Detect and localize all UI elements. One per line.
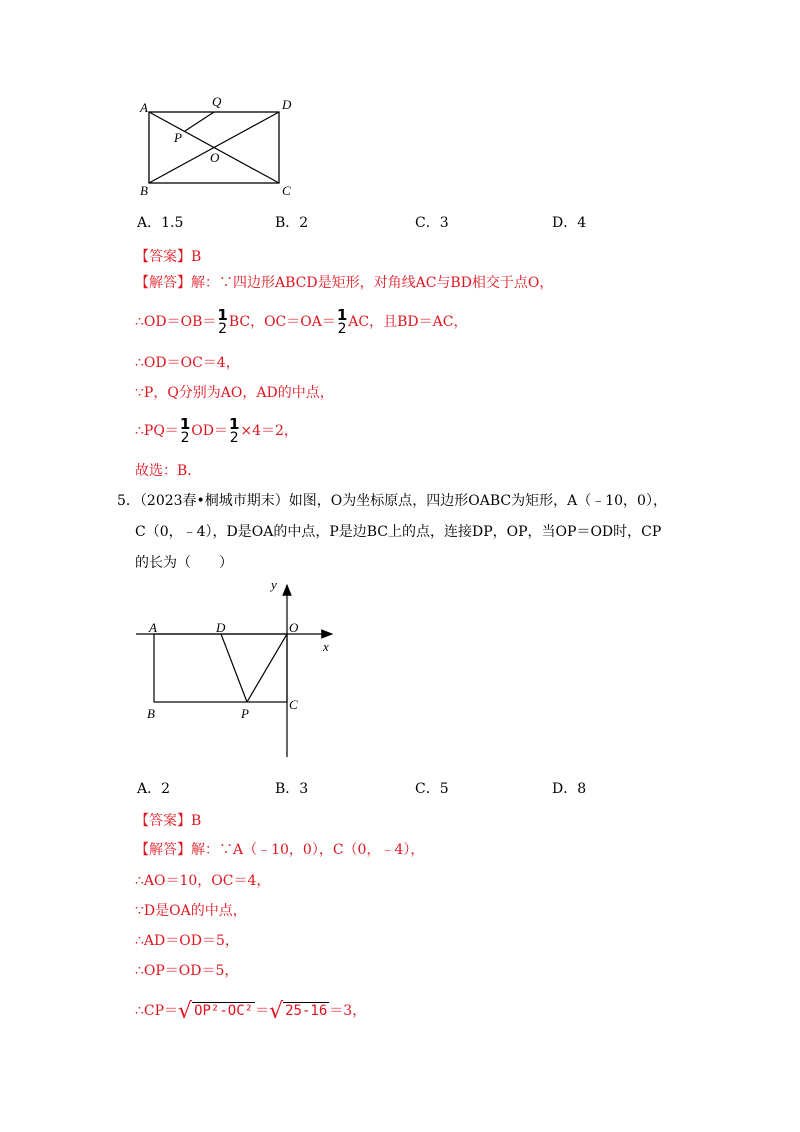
label-b: B xyxy=(147,706,155,721)
sqrt-radicand-2: 25-16 xyxy=(285,1003,328,1019)
label-y: y xyxy=(271,577,277,592)
frac-num: 1 xyxy=(217,306,228,324)
q5-solution-line-3: ∵D是OA的中点， xyxy=(135,903,247,919)
q5-solution-line-2: ∴AO＝10，OC＝4， xyxy=(135,873,271,889)
q5-stem-line-3: 的长为（ ） xyxy=(135,555,233,571)
segment-pq xyxy=(185,112,214,131)
sqrt-expression-2 xyxy=(269,999,329,1024)
label-q: Q xyxy=(212,94,222,109)
label-a: A xyxy=(149,620,157,635)
q5-jieda-label: 【解答】 xyxy=(135,842,191,858)
q5-option-d: D．8 xyxy=(552,781,587,797)
frac-den: 2 xyxy=(229,430,239,446)
q5-line6-b: ＝ xyxy=(255,1003,270,1019)
label-p: P xyxy=(241,706,249,721)
q4-option-a: A．1.5 xyxy=(137,215,184,231)
fraction-half xyxy=(229,417,239,445)
q4-answer: 【答案】B xyxy=(135,249,202,265)
coordinate-figure xyxy=(130,575,360,765)
fraction-half xyxy=(217,308,227,336)
rectangle-figure xyxy=(130,90,300,200)
q5-solution-line-1 xyxy=(135,840,424,860)
q4-line5-b: OD＝ xyxy=(191,423,228,439)
q4-option-d: D．4 xyxy=(552,215,587,231)
frac-den: 2 xyxy=(337,321,347,337)
q4-solution-line-3: ∴OD＝OC＝4， xyxy=(135,355,240,371)
q4-option-c: C．3 xyxy=(415,215,449,231)
label-x: x xyxy=(323,639,329,654)
q5-line1-text: 解：∵A（﹣10，0），C（0，﹣4）， xyxy=(191,842,425,858)
q4-solution-line-2 xyxy=(135,301,467,343)
label-d: D xyxy=(216,620,226,635)
q5-option-c: C．5 xyxy=(415,781,449,797)
segment-dp xyxy=(221,634,247,702)
label-o: O xyxy=(210,150,220,165)
q5-option-a: A．2 xyxy=(137,781,171,797)
q5-stem-line-2: C（0，﹣4），D是OA的中点，P是边BC上的点，连接DP，OP，当OP＝OD时，CP xyxy=(135,524,662,540)
fraction-half xyxy=(337,308,347,336)
q4-line2-b: BC，OC＝OA＝ xyxy=(228,314,336,330)
q4-line2-c: AC，且BD＝AC， xyxy=(348,314,468,330)
q4-option-b: B．2 xyxy=(275,215,309,231)
label-b: B xyxy=(140,183,148,198)
label-d: D xyxy=(282,97,292,112)
frac-num: 1 xyxy=(228,415,240,433)
fraction-half xyxy=(180,417,190,445)
q4-solution-line-5 xyxy=(135,410,298,452)
label-a: A xyxy=(140,100,148,115)
q4-line5-c: ×4＝2， xyxy=(240,423,298,439)
q4-solution-line-4: ∵P，Q分别为AO，AD的中点， xyxy=(135,385,334,401)
q5-option-b: B．3 xyxy=(275,781,309,797)
q4-jieda-label: 【解答】 xyxy=(135,275,191,291)
label-c: C xyxy=(282,183,291,198)
q5-line6-c: ＝3， xyxy=(329,1003,367,1019)
q5-stem-line-1: 5．（2023春•桐城市期末）如图，O为坐标原点，四边形OABC为矩形，A（﹣10，0）， xyxy=(117,493,667,509)
sqrt-radicand-1: OP²-OC² xyxy=(194,1003,254,1019)
frac-den: 2 xyxy=(180,430,190,446)
label-o: O xyxy=(289,620,299,635)
sqrt-expression-1 xyxy=(178,999,255,1024)
frac-den: 2 xyxy=(218,321,228,337)
q4-line5-a: ∴PQ＝ xyxy=(135,423,179,439)
frac-num: 1 xyxy=(336,306,348,324)
q5-line6-a: ∴CP＝ xyxy=(135,1003,179,1019)
q5-answer: 【答案】B xyxy=(135,813,202,829)
sqrt-icon: √ xyxy=(178,999,193,1024)
q5-solution-line-5: ∴OP＝OD＝5， xyxy=(135,963,239,979)
sqrt-icon: √ xyxy=(269,999,284,1024)
q4-solution-line-6: 故选：B． xyxy=(135,463,202,479)
frac-num: 1 xyxy=(179,415,191,433)
q4-line2-a: ∴OD＝OB＝ xyxy=(135,314,217,330)
q4-line1-text: 解：∵四边形ABCD是矩形，对角线AC与BD相交于点O， xyxy=(191,275,554,291)
label-c: C xyxy=(289,697,298,712)
q5-solution-line-6 xyxy=(135,996,366,1027)
q5-solution-line-4: ∴AD＝OD＝5， xyxy=(135,933,239,949)
label-p: P xyxy=(174,130,182,145)
segment-op xyxy=(247,634,287,702)
q4-solution-line-1 xyxy=(135,273,553,293)
